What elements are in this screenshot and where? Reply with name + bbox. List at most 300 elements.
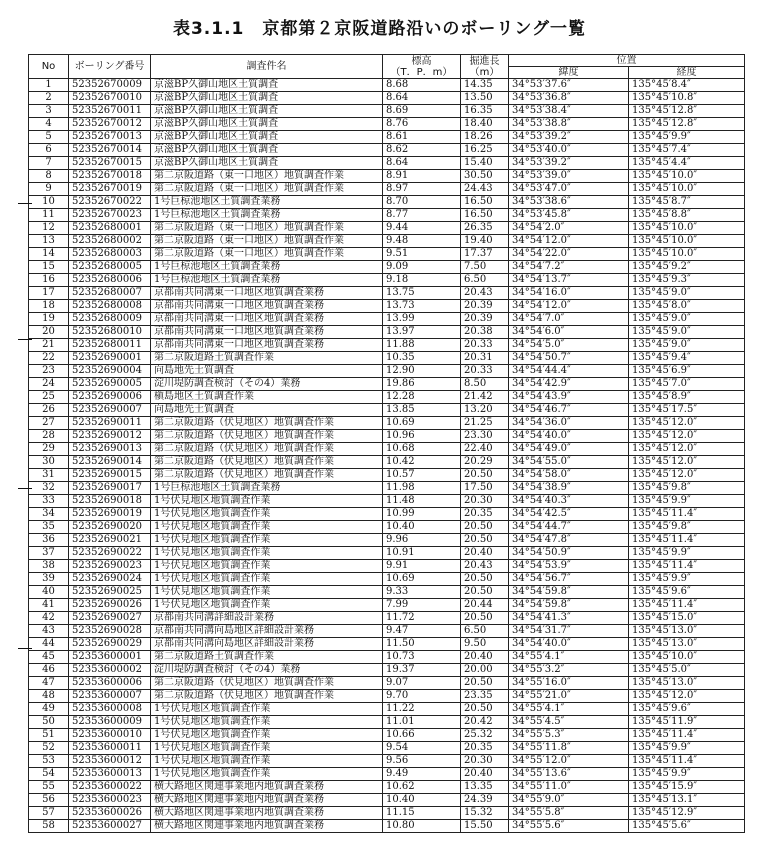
table-row <box>29 352 745 365</box>
cell-drill-length: 20.50 <box>461 534 509 547</box>
cell-no: 38 <box>29 560 69 573</box>
cell-drill-length: 20.29 <box>461 456 509 469</box>
cell-survey-name: 第二京阪道路（東一口地区）地質調査作業 <box>151 170 383 183</box>
table-row <box>29 768 745 781</box>
header-elevation: 標高 （T．P．m） <box>383 55 461 79</box>
cell-latitude: 34°55′13.6″ <box>509 768 629 781</box>
cell-no: 28 <box>29 430 69 443</box>
cell-boring-id: 52353600022 <box>69 781 151 794</box>
cell-longitude: 135°45′8.0″ <box>629 300 745 313</box>
cell-survey-name: 京都南共同溝向島地区詳細設計業務 <box>151 638 383 651</box>
cell-elevation: 13.97 <box>383 326 461 339</box>
cell-latitude: 34°55′21.0″ <box>509 690 629 703</box>
cell-boring-id: 52352680009 <box>69 313 151 326</box>
table-row <box>29 807 745 820</box>
cell-drill-length: 20.50 <box>461 573 509 586</box>
cell-drill-length: 14.35 <box>461 79 509 92</box>
cell-elevation: 10.68 <box>383 443 461 456</box>
cell-latitude: 34°54′49.0″ <box>509 443 629 456</box>
cell-no: 20 <box>29 326 69 339</box>
cell-survey-name: 京都南共同溝東一口地区地質調査業務 <box>151 339 383 352</box>
table-row <box>29 196 745 209</box>
table-row <box>29 573 745 586</box>
cell-survey-name: 京滋BP久御山地区土質調査 <box>151 144 383 157</box>
cell-longitude: 135°45′17.5″ <box>629 404 745 417</box>
cell-latitude: 34°54′41.3″ <box>509 612 629 625</box>
cell-drill-length: 24.39 <box>461 794 509 807</box>
cell-drill-length: 16.50 <box>461 196 509 209</box>
header-survey-name: 調査件名 <box>151 55 383 79</box>
cell-latitude: 34°53′38.6″ <box>509 196 629 209</box>
table-row <box>29 742 745 755</box>
cell-drill-length: 17.50 <box>461 482 509 495</box>
cell-latitude: 34°53′39.2″ <box>509 157 629 170</box>
cell-latitude: 34°54′13.7″ <box>509 274 629 287</box>
table-row <box>29 378 745 391</box>
cell-elevation: 7.99 <box>383 599 461 612</box>
boring-table-container <box>28 54 744 833</box>
cell-drill-length: 20.50 <box>461 469 509 482</box>
cell-drill-length: 13.50 <box>461 92 509 105</box>
cell-survey-name: 淀川堤防調査検討（その4）業務 <box>151 664 383 677</box>
cell-survey-name: 第二京阪道路（伏見地区）地質調査作業 <box>151 677 383 690</box>
cell-boring-id: 52352690006 <box>69 391 151 404</box>
cell-boring-id: 52352690019 <box>69 508 151 521</box>
cell-longitude: 135°45′6.9″ <box>629 365 745 378</box>
table-row <box>29 235 745 248</box>
cell-no: 9 <box>29 183 69 196</box>
cell-drill-length: 20.50 <box>461 612 509 625</box>
cell-survey-name: 京滋BP久御山地区土質調査 <box>151 79 383 92</box>
cell-latitude: 34°55′5.3″ <box>509 729 629 742</box>
cell-longitude: 135°45′12.8″ <box>629 118 745 131</box>
cell-elevation: 10.62 <box>383 781 461 794</box>
cell-latitude: 34°54′55.0″ <box>509 456 629 469</box>
header-longitude: 経度 <box>629 67 745 79</box>
cell-no: 46 <box>29 664 69 677</box>
cell-boring-id: 52352690013 <box>69 443 151 456</box>
cell-no: 54 <box>29 768 69 781</box>
table-row <box>29 729 745 742</box>
cell-survey-name: 1号伏見地区地質調査作業 <box>151 742 383 755</box>
cell-survey-name: 第二京阪道路（伏見地区）地質調査作業 <box>151 456 383 469</box>
table-row <box>29 690 745 703</box>
cell-drill-length: 15.40 <box>461 157 509 170</box>
cell-drill-length: 8.50 <box>461 378 509 391</box>
cell-survey-name: 第二京阪道路（伏見地区）地質調査作業 <box>151 430 383 443</box>
table-row <box>29 157 745 170</box>
cell-boring-id: 52352690026 <box>69 599 151 612</box>
cell-boring-id: 52352680011 <box>69 339 151 352</box>
cell-drill-length: 20.40 <box>461 547 509 560</box>
cell-latitude: 34°53′37.6″ <box>509 79 629 92</box>
cell-no: 36 <box>29 534 69 547</box>
cell-longitude: 135°45′8.4″ <box>629 79 745 92</box>
cell-no: 1 <box>29 79 69 92</box>
cell-latitude: 34°53′47.0″ <box>509 183 629 196</box>
cell-survey-name: 第二京阪道路（東一口地区）地質調査作業 <box>151 235 383 248</box>
cell-survey-name: 京都南共同溝向島地区詳細設計業務 <box>151 625 383 638</box>
table-row <box>29 482 745 495</box>
cell-longitude: 135°45′9.0″ <box>629 287 745 300</box>
table-row <box>29 599 745 612</box>
table-row <box>29 183 745 196</box>
table-row <box>29 534 745 547</box>
cell-boring-id: 52353600012 <box>69 755 151 768</box>
cell-boring-id: 52352690017 <box>69 482 151 495</box>
table-row <box>29 274 745 287</box>
cell-longitude: 135°45′10.0″ <box>629 248 745 261</box>
cell-boring-id: 52352670018 <box>69 170 151 183</box>
cell-elevation: 9.56 <box>383 755 461 768</box>
cell-drill-length: 16.50 <box>461 209 509 222</box>
cell-drill-length: 20.39 <box>461 313 509 326</box>
table-row <box>29 625 745 638</box>
cell-no: 33 <box>29 495 69 508</box>
cell-drill-length: 25.32 <box>461 729 509 742</box>
cell-survey-name: 1号伏見地区地質調査作業 <box>151 560 383 573</box>
cell-longitude: 135°45′11.9″ <box>629 716 745 729</box>
margin-tick <box>18 203 32 204</box>
cell-drill-length: 15.50 <box>461 820 509 833</box>
cell-elevation: 9.44 <box>383 222 461 235</box>
cell-survey-name: 1号伏見地区地質調査作業 <box>151 768 383 781</box>
cell-drill-length: 24.43 <box>461 183 509 196</box>
cell-drill-length: 20.44 <box>461 599 509 612</box>
cell-survey-name: 京滋BP久御山地区土質調査 <box>151 131 383 144</box>
table-row <box>29 248 745 261</box>
cell-longitude: 135°45′9.9″ <box>629 547 745 560</box>
cell-survey-name: 第二京阪道路土質調査作業 <box>151 651 383 664</box>
cell-drill-length: 20.00 <box>461 664 509 677</box>
cell-latitude: 34°54′6.0″ <box>509 326 629 339</box>
cell-drill-length: 26.35 <box>461 222 509 235</box>
cell-longitude: 135°45′10.0″ <box>629 651 745 664</box>
cell-latitude: 34°54′46.7″ <box>509 404 629 417</box>
cell-survey-name: 1号巨椋池地区土質調査業務 <box>151 261 383 274</box>
cell-boring-id: 52352670010 <box>69 92 151 105</box>
cell-elevation: 8.61 <box>383 131 461 144</box>
cell-boring-id: 52352680010 <box>69 326 151 339</box>
cell-elevation: 11.50 <box>383 638 461 651</box>
cell-survey-name: 1号巨椋池地区土質調査業務 <box>151 209 383 222</box>
cell-no: 35 <box>29 521 69 534</box>
cell-longitude: 135°45′9.6″ <box>629 586 745 599</box>
cell-drill-length: 13.35 <box>461 781 509 794</box>
cell-drill-length: 7.50 <box>461 261 509 274</box>
cell-elevation: 11.72 <box>383 612 461 625</box>
cell-survey-name: 1号伏見地区地質調査作業 <box>151 495 383 508</box>
table-row <box>29 794 745 807</box>
header-no: No <box>29 55 69 79</box>
cell-longitude: 135°45′9.0″ <box>629 313 745 326</box>
cell-survey-name: 第二京阪道路（東一口地区）地質調査作業 <box>151 222 383 235</box>
cell-elevation: 8.64 <box>383 157 461 170</box>
cell-drill-length: 20.30 <box>461 755 509 768</box>
cell-boring-id: 52353600008 <box>69 703 151 716</box>
cell-boring-id: 52353600002 <box>69 664 151 677</box>
cell-latitude: 34°54′53.9″ <box>509 560 629 573</box>
cell-boring-id: 52352690025 <box>69 586 151 599</box>
cell-no: 49 <box>29 703 69 716</box>
cell-drill-length: 21.25 <box>461 417 509 430</box>
cell-latitude: 34°55′12.0″ <box>509 755 629 768</box>
cell-longitude: 135°45′9.9″ <box>629 573 745 586</box>
cell-elevation: 9.91 <box>383 560 461 573</box>
cell-longitude: 135°45′12.9″ <box>629 807 745 820</box>
cell-elevation: 13.73 <box>383 300 461 313</box>
table-row <box>29 131 745 144</box>
cell-boring-id: 52353600010 <box>69 729 151 742</box>
cell-latitude: 34°55′4.5″ <box>509 716 629 729</box>
cell-latitude: 34°54′59.8″ <box>509 586 629 599</box>
table-row <box>29 144 745 157</box>
cell-survey-name: 京滋BP久御山地区土質調査 <box>151 157 383 170</box>
cell-survey-name: 京都南共同溝詳細設計業務 <box>151 612 383 625</box>
table-row <box>29 430 745 443</box>
cell-survey-name: 第二京阪道路（伏見地区）地質調査作業 <box>151 690 383 703</box>
cell-no: 15 <box>29 261 69 274</box>
cell-elevation: 8.97 <box>383 183 461 196</box>
cell-no: 55 <box>29 781 69 794</box>
cell-longitude: 135°45′10.0″ <box>629 183 745 196</box>
cell-boring-id: 52352670009 <box>69 79 151 92</box>
cell-elevation: 9.51 <box>383 248 461 261</box>
cell-no: 58 <box>29 820 69 833</box>
table-row <box>29 313 745 326</box>
cell-longitude: 135°45′13.0″ <box>629 677 745 690</box>
cell-longitude: 135°45′15.9″ <box>629 781 745 794</box>
cell-latitude: 34°54′50.9″ <box>509 547 629 560</box>
boring-table <box>28 54 745 833</box>
cell-survey-name: 1号伏見地区地質調査作業 <box>151 703 383 716</box>
cell-latitude: 34°54′5.0″ <box>509 339 629 352</box>
cell-longitude: 135°45′8.7″ <box>629 196 745 209</box>
cell-longitude: 135°45′15.0″ <box>629 612 745 625</box>
cell-no: 22 <box>29 352 69 365</box>
table-row <box>29 404 745 417</box>
cell-boring-id: 52352670023 <box>69 209 151 222</box>
cell-boring-id: 52352680007 <box>69 287 151 300</box>
cell-survey-name: 向島地先土質調査 <box>151 365 383 378</box>
cell-boring-id: 52352670015 <box>69 157 151 170</box>
cell-longitude: 135°45′9.2″ <box>629 261 745 274</box>
cell-elevation: 13.75 <box>383 287 461 300</box>
cell-longitude: 135°45′9.9″ <box>629 768 745 781</box>
cell-latitude: 34°53′36.8″ <box>509 92 629 105</box>
cell-survey-name: 横大路地区関連事業地内地質調査業務 <box>151 820 383 833</box>
cell-no: 30 <box>29 456 69 469</box>
cell-boring-id: 52352690012 <box>69 430 151 443</box>
cell-drill-length: 20.35 <box>461 742 509 755</box>
table-row <box>29 820 745 833</box>
cell-no: 7 <box>29 157 69 170</box>
cell-drill-length: 19.40 <box>461 235 509 248</box>
cell-survey-name: 横大路地区関連事業地内地質調査業務 <box>151 781 383 794</box>
cell-survey-name: 1号伏見地区地質調査作業 <box>151 586 383 599</box>
cell-no: 37 <box>29 547 69 560</box>
cell-elevation: 11.22 <box>383 703 461 716</box>
table-row <box>29 703 745 716</box>
cell-survey-name: 1号伏見地区地質調査作業 <box>151 755 383 768</box>
cell-no: 18 <box>29 300 69 313</box>
cell-boring-id: 52352690014 <box>69 456 151 469</box>
cell-boring-id: 52352690004 <box>69 365 151 378</box>
cell-latitude: 34°55′11.8″ <box>509 742 629 755</box>
cell-boring-id: 52353600009 <box>69 716 151 729</box>
cell-drill-length: 20.42 <box>461 716 509 729</box>
cell-survey-name: 第二京阪道路（東一口地区）地質調査作業 <box>151 183 383 196</box>
cell-survey-name: 第二京阪道路（東一口地区）地質調査作業 <box>151 248 383 261</box>
cell-no: 26 <box>29 404 69 417</box>
cell-latitude: 34°54′16.0″ <box>509 287 629 300</box>
table-row <box>29 456 745 469</box>
cell-longitude: 135°45′9.0″ <box>629 326 745 339</box>
header-boring-id: ボーリング番号 <box>69 55 151 79</box>
cell-latitude: 34°54′58.0″ <box>509 469 629 482</box>
page-title: 表3.1.1 京都第２京阪道路沿いのボーリング一覧 <box>172 19 587 39</box>
cell-no: 56 <box>29 794 69 807</box>
cell-longitude: 135°45′12.0″ <box>629 430 745 443</box>
cell-no: 8 <box>29 170 69 183</box>
cell-latitude: 34°54′40.0″ <box>509 638 629 651</box>
cell-latitude: 34°54′56.7″ <box>509 573 629 586</box>
cell-boring-id: 52352670012 <box>69 118 151 131</box>
cell-latitude: 34°54′44.4″ <box>509 365 629 378</box>
cell-drill-length: 20.43 <box>461 560 509 573</box>
cell-latitude: 34°55′9.0″ <box>509 794 629 807</box>
cell-boring-id: 52352670019 <box>69 183 151 196</box>
cell-longitude: 135°45′11.4″ <box>629 599 745 612</box>
table-row <box>29 261 745 274</box>
cell-no: 23 <box>29 365 69 378</box>
cell-elevation: 10.73 <box>383 651 461 664</box>
cell-drill-length: 6.50 <box>461 625 509 638</box>
cell-latitude: 34°55′16.0″ <box>509 677 629 690</box>
cell-no: 41 <box>29 599 69 612</box>
table-row <box>29 651 745 664</box>
table-row <box>29 209 745 222</box>
cell-latitude: 34°53′39.2″ <box>509 131 629 144</box>
table-row <box>29 547 745 560</box>
cell-boring-id: 52352670011 <box>69 105 151 118</box>
cell-survey-name: 京都南共同溝東一口地区地質調査業務 <box>151 300 383 313</box>
cell-survey-name: 第二京阪道路（伏見地区）地質調査作業 <box>151 469 383 482</box>
cell-latitude: 34°53′45.8″ <box>509 209 629 222</box>
cell-drill-length: 20.38 <box>461 326 509 339</box>
cell-longitude: 135°45′10.0″ <box>629 235 745 248</box>
cell-drill-length: 13.20 <box>461 404 509 417</box>
cell-no: 42 <box>29 612 69 625</box>
cell-no: 48 <box>29 690 69 703</box>
cell-longitude: 135°45′8.8″ <box>629 209 745 222</box>
cell-longitude: 135°45′12.8″ <box>629 105 745 118</box>
cell-longitude: 135°45′9.9″ <box>629 131 745 144</box>
cell-longitude: 135°45′9.8″ <box>629 521 745 534</box>
cell-boring-id: 52352680001 <box>69 222 151 235</box>
cell-latitude: 34°55′4.1″ <box>509 651 629 664</box>
cell-survey-name: 1号伏見地区地質調査作業 <box>151 521 383 534</box>
table-row <box>29 300 745 313</box>
cell-longitude: 135°45′12.0″ <box>629 456 745 469</box>
cell-no: 17 <box>29 287 69 300</box>
table-row <box>29 339 745 352</box>
table-row <box>29 612 745 625</box>
cell-drill-length: 20.43 <box>461 287 509 300</box>
cell-elevation: 11.48 <box>383 495 461 508</box>
cell-drill-length: 20.31 <box>461 352 509 365</box>
table-row <box>29 781 745 794</box>
cell-elevation: 8.70 <box>383 196 461 209</box>
cell-latitude: 34°54′44.7″ <box>509 521 629 534</box>
cell-longitude: 135°45′12.0″ <box>629 469 745 482</box>
cell-boring-id: 52353600011 <box>69 742 151 755</box>
cell-drill-length: 18.40 <box>461 118 509 131</box>
cell-no: 31 <box>29 469 69 482</box>
cell-no: 11 <box>29 209 69 222</box>
cell-elevation: 9.70 <box>383 690 461 703</box>
cell-no: 45 <box>29 651 69 664</box>
cell-boring-id: 52352680005 <box>69 261 151 274</box>
cell-longitude: 135°45′4.4″ <box>629 157 745 170</box>
table-row <box>29 326 745 339</box>
cell-no: 57 <box>29 807 69 820</box>
cell-elevation: 11.15 <box>383 807 461 820</box>
cell-latitude: 34°53′38.8″ <box>509 118 629 131</box>
cell-elevation: 9.47 <box>383 625 461 638</box>
cell-drill-length: 20.39 <box>461 300 509 313</box>
cell-boring-id: 52352690028 <box>69 625 151 638</box>
cell-no: 6 <box>29 144 69 157</box>
cell-latitude: 34°54′43.9″ <box>509 391 629 404</box>
cell-elevation: 13.99 <box>383 313 461 326</box>
cell-survey-name: 1号伏見地区地質調査作業 <box>151 534 383 547</box>
cell-no: 12 <box>29 222 69 235</box>
cell-elevation: 10.69 <box>383 573 461 586</box>
cell-drill-length: 9.50 <box>461 638 509 651</box>
cell-survey-name: 1号巨椋池地区土質調査業務 <box>151 196 383 209</box>
table-header <box>29 55 745 79</box>
cell-survey-name: 1号伏見地区地質調査作業 <box>151 547 383 560</box>
cell-survey-name: 1号巨椋池地区土質調査業務 <box>151 482 383 495</box>
cell-boring-id: 52353600007 <box>69 690 151 703</box>
cell-boring-id: 52353600001 <box>69 651 151 664</box>
cell-survey-name: 京滋BP久御山地区土質調査 <box>151 105 383 118</box>
cell-elevation: 9.07 <box>383 677 461 690</box>
cell-drill-length: 20.40 <box>461 768 509 781</box>
cell-elevation: 19.86 <box>383 378 461 391</box>
cell-drill-length: 20.50 <box>461 677 509 690</box>
cell-survey-name: 第二京阪道路（伏見地区）地質調査作業 <box>151 443 383 456</box>
cell-survey-name: 1号伏見地区地質調査作業 <box>151 729 383 742</box>
cell-drill-length: 16.25 <box>461 144 509 157</box>
table-row <box>29 716 745 729</box>
cell-longitude: 135°45′5.0″ <box>629 664 745 677</box>
cell-no: 29 <box>29 443 69 456</box>
cell-no: 43 <box>29 625 69 638</box>
cell-drill-length: 22.40 <box>461 443 509 456</box>
cell-longitude: 135°45′13.0″ <box>629 625 745 638</box>
cell-no: 19 <box>29 313 69 326</box>
cell-survey-name: 京都南共同溝東一口地区地質調査業務 <box>151 313 383 326</box>
cell-latitude: 34°54′42.5″ <box>509 508 629 521</box>
cell-elevation: 10.69 <box>383 417 461 430</box>
cell-elevation: 9.33 <box>383 586 461 599</box>
table-row <box>29 222 745 235</box>
cell-elevation: 9.54 <box>383 742 461 755</box>
cell-drill-length: 20.35 <box>461 508 509 521</box>
table-row <box>29 521 745 534</box>
